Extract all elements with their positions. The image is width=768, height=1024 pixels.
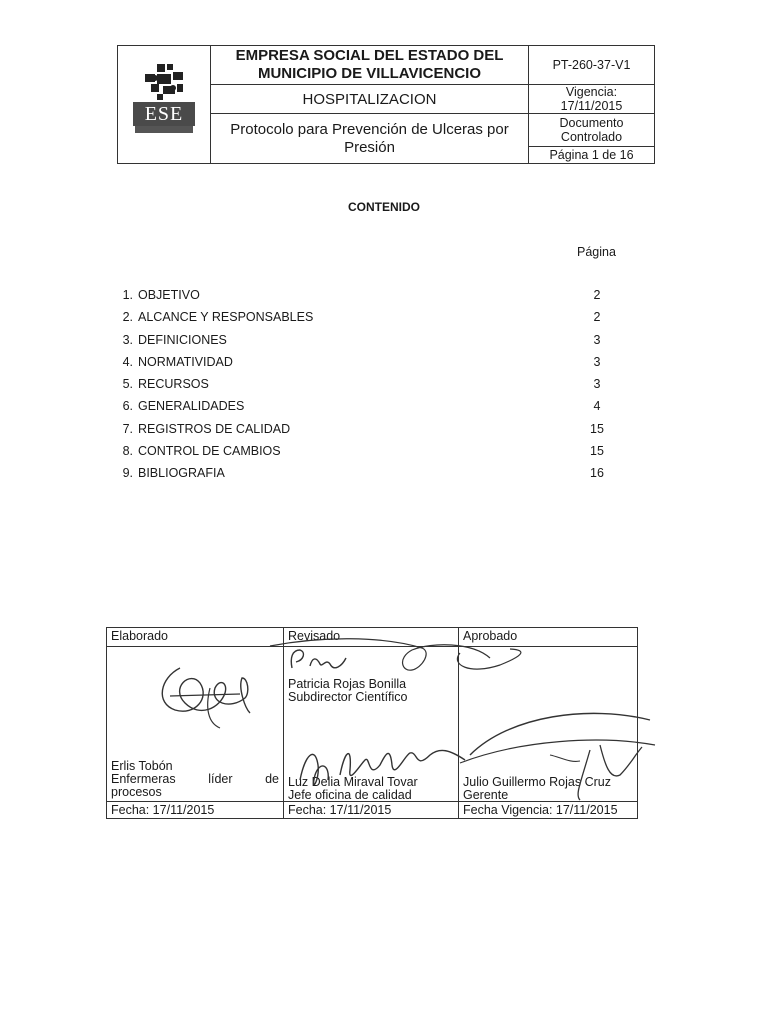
organization-name: EMPRESA SOCIAL DEL ESTADO DEL MUNICIPIO DE VILLAVICENCIO bbox=[211, 46, 529, 85]
revisado-name-1: Patricia Rojas Bonilla bbox=[288, 677, 407, 691]
toc-page: 3 bbox=[593, 332, 601, 347]
toc-title: DEFINICIONES bbox=[138, 332, 227, 347]
elaborado-role-line2: procesos bbox=[111, 785, 162, 799]
page-column-label: Página bbox=[577, 245, 616, 259]
aprobado-cell bbox=[459, 647, 638, 802]
protocol-title: Protocolo para Prevención de Ulceras por Presión bbox=[211, 114, 529, 164]
toc-page: 3 bbox=[593, 377, 601, 392]
toc-page: 2 bbox=[593, 310, 601, 325]
toc-item bbox=[115, 333, 615, 355]
revisado-date: Fecha: 17/11/2015 bbox=[284, 802, 459, 819]
toc-item bbox=[115, 288, 615, 310]
toc-number: 2. bbox=[122, 310, 133, 325]
status-cell bbox=[529, 114, 655, 164]
logo-cell bbox=[118, 46, 211, 164]
elaborado-name: Erlis Tobón bbox=[111, 759, 173, 773]
revisado-label: Revisado bbox=[284, 628, 459, 647]
revisado-role-1: Subdirector Científico bbox=[288, 690, 408, 704]
elaborado-date: Fecha: 17/11/2015 bbox=[107, 802, 284, 819]
toc-item bbox=[115, 377, 615, 399]
logo-tagline-bar bbox=[135, 126, 193, 133]
toc-page: 3 bbox=[593, 354, 601, 369]
aprobado-label: Aprobado bbox=[459, 628, 638, 647]
validity-date: 17/11/2015 bbox=[560, 99, 623, 113]
document-header bbox=[117, 45, 655, 164]
toc-title: OBJETIVO bbox=[138, 288, 200, 302]
document-code: PT-260-37-V1 bbox=[529, 46, 655, 85]
revisado-role-2: Jefe oficina de calidad bbox=[288, 788, 412, 802]
department-name: HOSPITALIZACION bbox=[211, 85, 529, 114]
toc-item bbox=[115, 422, 615, 444]
document-status: Documento Controlado bbox=[529, 114, 654, 147]
toc-number: 7. bbox=[122, 421, 133, 436]
toc-title: NORMATIVIDAD bbox=[138, 354, 233, 369]
toc-number: 5. bbox=[122, 377, 133, 392]
toc-page: 2 bbox=[593, 288, 601, 302]
toc-page: 16 bbox=[590, 466, 604, 481]
toc-page: 15 bbox=[590, 444, 604, 459]
role-word-1: Enfermeras bbox=[111, 772, 176, 786]
toc-title: REGISTROS DE CALIDAD bbox=[138, 421, 291, 436]
ese-logo bbox=[133, 60, 195, 150]
revisado-name-2: Luz Delia Miraval Tovar bbox=[288, 775, 418, 789]
toc-title: ALCANCE Y RESPONSABLES bbox=[138, 310, 314, 325]
page-info: Página 1 de 16 bbox=[549, 148, 634, 162]
toc-number: 8. bbox=[122, 444, 133, 459]
toc-title: GENERALIDADES bbox=[138, 399, 245, 414]
toc-number: 1. bbox=[122, 288, 133, 302]
toc-number: 9. bbox=[122, 466, 133, 481]
toc-page: 15 bbox=[590, 421, 604, 436]
toc-title: RECURSOS bbox=[138, 377, 209, 392]
role-word-3: de bbox=[265, 772, 279, 786]
toc-number: 4. bbox=[122, 354, 133, 369]
contents-title: CONTENIDO bbox=[348, 200, 420, 214]
validity-cell bbox=[529, 85, 655, 114]
aprobado-name: Julio Guillermo Rojas Cruz bbox=[463, 775, 611, 789]
aprobado-date: Fecha Vigencia: 17/11/2015 bbox=[459, 802, 638, 819]
toc-item bbox=[115, 399, 615, 421]
toc-item bbox=[115, 355, 615, 377]
table-of-contents bbox=[115, 288, 615, 489]
signature-table bbox=[106, 627, 638, 819]
toc-page: 4 bbox=[593, 399, 601, 414]
elaborado-cell bbox=[107, 647, 284, 802]
aprobado-role: Gerente bbox=[463, 788, 509, 802]
elaborado-label: Elaborado bbox=[107, 628, 284, 647]
toc-item bbox=[115, 310, 615, 332]
toc-number: 3. bbox=[122, 332, 133, 347]
validity-label: Vigencia: bbox=[565, 85, 618, 99]
logo-text: ESE bbox=[133, 102, 195, 126]
toc-number: 6. bbox=[122, 399, 133, 414]
revisado-cell bbox=[284, 647, 459, 802]
toc-title: BIBLIOGRAFIA bbox=[138, 466, 225, 481]
toc-item bbox=[115, 466, 615, 488]
toc-item bbox=[115, 444, 615, 466]
toc-title: CONTROL DE CAMBIOS bbox=[138, 444, 281, 459]
puzzle-logo-icon bbox=[133, 60, 195, 102]
role-word-2: líder bbox=[208, 772, 233, 786]
